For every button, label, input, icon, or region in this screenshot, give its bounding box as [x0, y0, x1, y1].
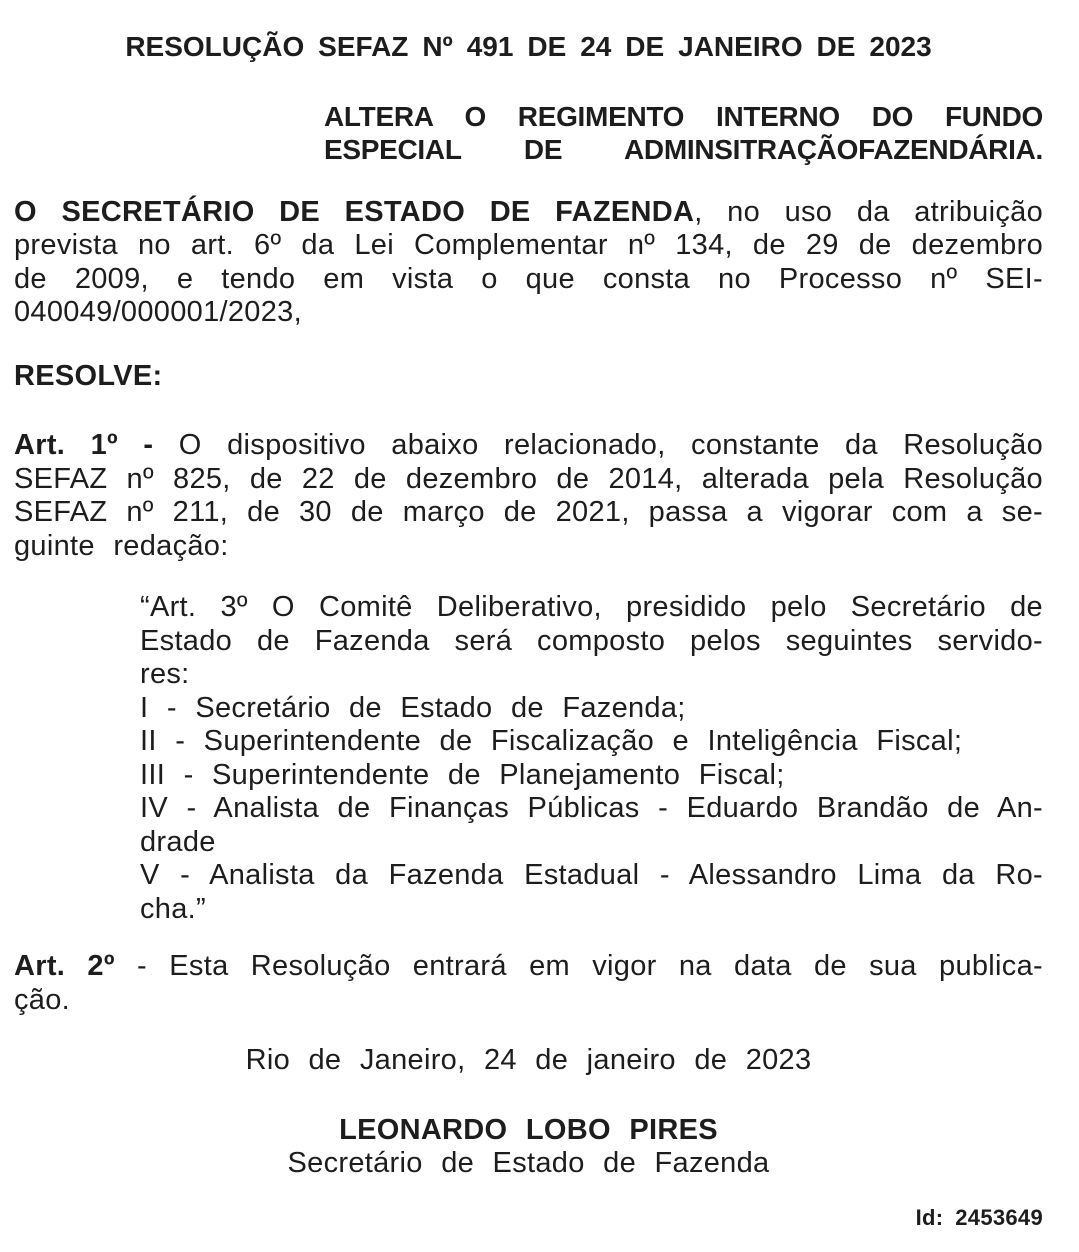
preamble-lead-bold: O SECRETÁRIO DE ESTADO DE FAZENDA	[14, 195, 695, 228]
preamble-line-4: 040049/000001/2023,	[14, 296, 302, 328]
preamble-line-1	[14, 196, 1043, 230]
preamble-paragraph	[14, 196, 1043, 330]
article-2-paragraph	[14, 950, 1043, 1017]
signatory-name: LEONARDO LOBO PIRES	[339, 1113, 718, 1146]
article-2-line-1-rest: - Esta Resolução entrará em vigor na data de sua publica-	[114, 950, 1043, 982]
article-1-lead-bold: Art. 1º -	[14, 429, 154, 461]
quote-item-4-cont: drade	[140, 825, 216, 858]
quote-line-2: Estado de Fazenda será composto pelos seguintes servido-	[140, 624, 1043, 657]
quote-item-3: III - Superintendente de Planejamento Fiscal;	[140, 758, 785, 791]
quote-item-2: II - Superintendente de Fiscalização e Inteligência Fiscal;	[140, 725, 963, 757]
article-1-line-1	[14, 429, 1043, 463]
ementa-summary	[14, 100, 1043, 167]
signatory-role: Secretário de Estado de Fazenda	[287, 1147, 770, 1179]
article-2-line-2: ção.	[14, 983, 71, 1016]
article-2-lead-bold: Art. 2º	[14, 950, 115, 982]
article-2-line-1	[14, 950, 1043, 984]
article-1-line-3: SEFAZ nº 211, de 30 de março de 2021, passa a vigorar com a se-	[14, 496, 1043, 528]
resolution-title: RESOLUÇÃO SEFAZ Nº 491 DE 24 DE JANEIRO DE 2023	[125, 31, 932, 62]
article-1-line-2: SEFAZ nº 825, de 22 de dezembro de 2014, alterada pela Resolução	[14, 462, 1043, 495]
ementa-line-1: ALTERA O REGIMENTO INTERNO DO FUNDO	[324, 100, 1043, 132]
signature-block	[14, 1114, 1043, 1181]
document-id: Id: 2453649	[915, 1204, 1043, 1230]
quote-item-5: V - Analista da Fazenda Estadual - Alessandro Lima da Ro-	[140, 859, 1043, 891]
preamble-line-1-rest: , no uso da atribuição	[694, 195, 1043, 228]
preamble-line-3: de 2009, e tendo em vista o que consta no Processo nº SEI-	[14, 262, 1043, 295]
ementa-line-2: ESPECIAL DE ADMINSITRAÇÃOFAZENDÁRIA.	[324, 134, 1043, 165]
preamble-line-2: prevista no art. 6º da Lei Complementar nº 134, de 29 de dezembro	[14, 229, 1043, 261]
dateline: Rio de Janeiro, 24 de janeiro de 2023	[245, 1044, 812, 1076]
quote-item-1: I - Secretário de Estado de Fazenda;	[140, 691, 686, 724]
quote-line-1: “Art. 3º O Comitê Deliberativo, presidido pelo Secretário de	[140, 591, 1043, 623]
article-1-line-1-rest: O dispositivo abaixo relacionado, constante da Resolução	[153, 429, 1043, 461]
resolve-label: RESOLVE:	[14, 359, 163, 392]
quote-line-3: res:	[140, 658, 190, 690]
quoted-article-3-block	[14, 591, 1043, 926]
article-1-paragraph	[14, 429, 1043, 563]
quote-item-4: IV - Analista de Finanças Públicas - Eduardo Brandão de An-	[140, 792, 1043, 824]
article-1-line-4: guinte redação:	[14, 529, 229, 562]
quote-item-5-cont: cha.”	[140, 892, 206, 925]
